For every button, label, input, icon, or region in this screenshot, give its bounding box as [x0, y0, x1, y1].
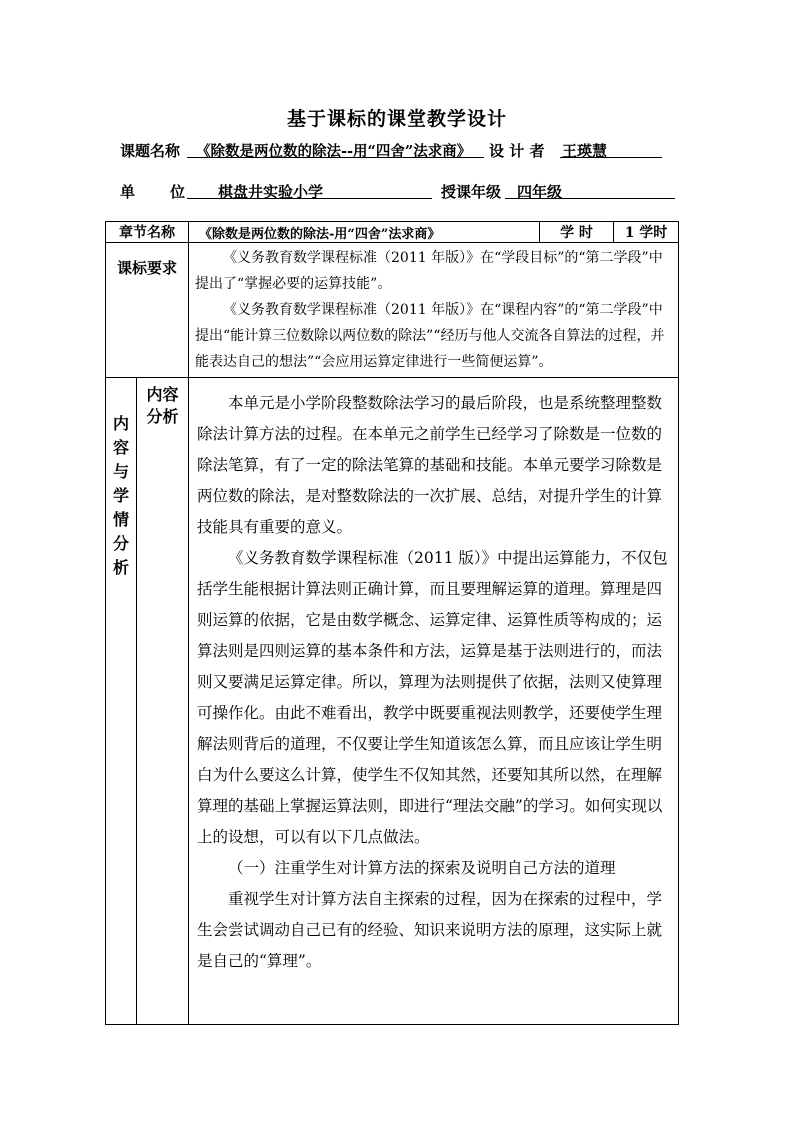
content-paragraph: 重视学生对计算方法自主探索的过程，因为在探索的过程中，学生会尝试调动自己已有的经验、知识来说明方法的原理，这实际上就是自己的“算理”。 [197, 890, 663, 970]
analysis-char: 容 [112, 438, 129, 457]
chapter-label: 章节名称 [106, 222, 189, 243]
analysis-char: 析 [112, 558, 129, 577]
content-label-line: 分析 [146, 407, 179, 426]
topic-value: 《除数是两位数的除法--用“四舍”法求商》 [196, 143, 472, 160]
designer-label: 设 计 者 [489, 142, 545, 160]
hours-label: 学 时 [540, 222, 614, 243]
analysis-char: 分 [112, 534, 129, 553]
content-paragraph: 《义务教育数学课程标准（2011 版）》中提出运算能力，不仅包括学生能根据计算法则正确计算，而且要理解运算的道理。算理是四则运算的依据，它是由数学概念、运算定律、运算性质等构成的；运算法则是四则运算的基本条件和方法，运算是基于法则进行的，而法则又要满足运算定律。所以，算理为法则提供了依据，法则又使算理可操作化。由此不难看出，教学中既要重视法则教学，还要使学生理解法则背后的道理，不仅要让学生知道该怎么算，而且应该让学生明白为什么要这么计算，使学生不仅知其然，还要知其所以然，在理解算理的基础上掌握运算法则，即进行“理法交融”的学习。如何实现以上的设想，可以有以下几点做法。 [197, 549, 668, 846]
requirement-row [106, 243, 679, 378]
analysis-char: 与 [112, 462, 129, 481]
hours-value: 1 学时 [614, 222, 679, 243]
content-paragraph: 本单元是小学阶段整数除法学习的最后阶段，也是系统整理整数除法计算方法的过程。在本单元之前学生已经学习了除数是一位数的除法笔算，有了一定的除法笔算的基础和技能。本单元要学习除数是两位数的除法，是对整数除法的一次扩展、总结，对提升学生的计算技能具有重要的意义。 [197, 394, 663, 536]
content-analysis-label [137, 378, 189, 1025]
analysis-vertical-label [106, 378, 137, 1025]
analysis-char: 内 [112, 414, 129, 433]
requirement-paragraph: 《义务教育数学课程标准（2011 年版）》在“学段目标”的“第二学段”中提出了“掌握必要的运算技能”。 [195, 250, 663, 292]
content-analysis-text [189, 378, 679, 1025]
grade-label: 授课年级 [441, 183, 502, 201]
requirement-label: 课标要求 [106, 243, 189, 378]
content-label-line: 内容 [146, 385, 179, 404]
unit-label-char-1: 单 [120, 183, 136, 201]
lesson-table [105, 221, 679, 1025]
analysis-char: 情 [112, 510, 129, 529]
requirement-content [189, 243, 679, 378]
topic-label: 课题名称 [120, 142, 181, 160]
analysis-char: 学 [112, 486, 129, 505]
grade-value: 四年级 [517, 183, 563, 201]
chapter-row [106, 222, 679, 243]
analysis-row [106, 378, 679, 1025]
requirement-paragraph: 《义务教育数学课程标准（2011 年版）》在“课程内容”的“第二学段”中提出“能计算三位数除以两位数的除法”“经历与他人交流各自算法的过程，并能表达自己的想法”“会应用运算定律进行一些简便运算”。 [195, 302, 665, 370]
designer-value: 王瑛慧 [562, 142, 608, 160]
unit-label-char-2: 位 [170, 183, 186, 201]
content-subheading: （一）注重学生对计算方法的探索及说明自己方法的道理 [228, 859, 616, 877]
unit-value: 棋盘井实验小学 [218, 183, 324, 201]
document-title: 基于课标的课堂教学设计 [286, 108, 507, 130]
chapter-value: 《除数是两位数的除法-用“四舍”法求商》 [189, 222, 540, 243]
